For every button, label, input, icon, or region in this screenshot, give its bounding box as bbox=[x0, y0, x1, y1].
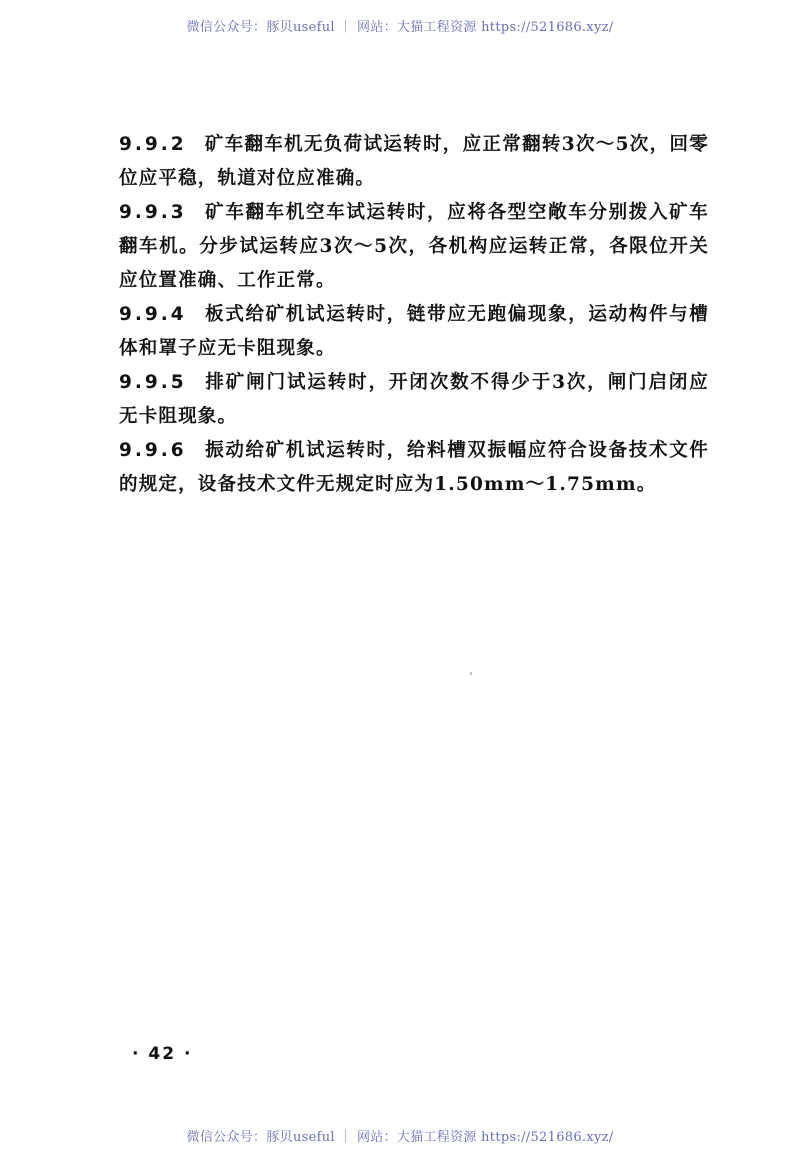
document-body bbox=[119, 128, 709, 502]
clause-number: 9.9.2 bbox=[119, 134, 187, 155]
clause-text: 矿车翻车机空车试运转时，应将各型空敞车分别拨入矿车翻车机。分步试运转应3次～5次，各机构应运转正常，各限位开关应位置准确、工作正常。 bbox=[119, 202, 709, 291]
scan-speck bbox=[470, 672, 472, 675]
clause-text: 矿车翻车机无负荷试运转时，应正常翻转3次～5次，回零位应平稳，轨道对位应准确。 bbox=[119, 134, 709, 189]
header-watermark: 微信公众号：豚贝useful ｜ 网站：大猫工程资源 https://521686.xyz/ bbox=[186, 20, 614, 35]
clause-number: 9.9.6 bbox=[119, 440, 187, 461]
clause-text: 排矿闸门试运转时，开闭次数不得少于3次，闸门启闭应无卡阻现象。 bbox=[119, 372, 709, 427]
clause-9-9-6 bbox=[119, 434, 709, 502]
clause-number: 9.9.3 bbox=[119, 202, 187, 223]
clause-9-9-5 bbox=[119, 366, 709, 434]
clause-9-9-3 bbox=[119, 196, 709, 298]
clause-9-9-2 bbox=[119, 128, 709, 196]
clause-number: 9.9.5 bbox=[119, 372, 187, 393]
clause-number: 9.9.4 bbox=[119, 304, 187, 325]
clause-text: 板式给矿机试运转时，链带应无跑偏现象，运动构件与槽体和罩子应无卡阻现象。 bbox=[119, 304, 709, 359]
footer-watermark: 微信公众号：豚贝useful ｜ 网站：大猫工程资源 https://521686.xyz/ bbox=[186, 1130, 614, 1145]
clause-text: 振动给矿机试运转时，给料槽双振幅应符合设备技术文件的规定，设备技术文件无规定时应为1.50mm～1.75mm。 bbox=[119, 440, 709, 495]
page-number: · 42 · bbox=[132, 1044, 193, 1064]
clause-9-9-4 bbox=[119, 298, 709, 366]
